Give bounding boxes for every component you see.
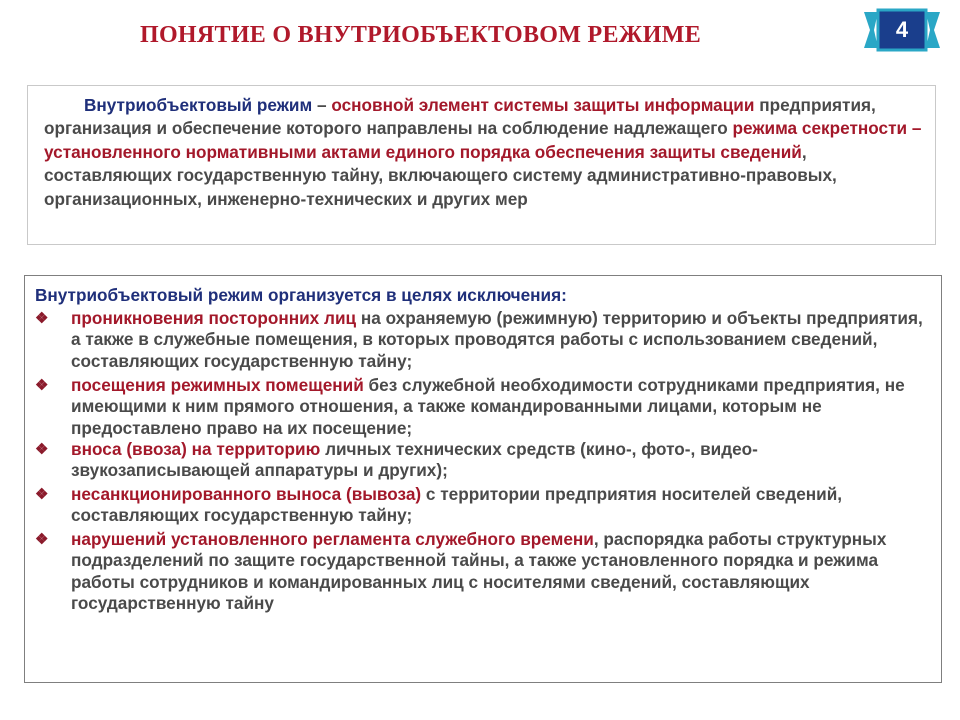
diamond-bullet-icon: ❖ [35, 486, 49, 503]
list-item-text: на охраняемую (режимную) территорию и объекты предприятия, а также в служебные помещения, в которых проводятся работы с использованием сведений, составляющих государственную тайну; [71, 308, 923, 371]
diamond-bullet-icon: ❖ [35, 377, 49, 394]
definition-body-2: , составляющих государственную тайну, включающего систему административно-правовых, организационных, инженерно-технических и других мер [44, 141, 837, 209]
definition-term: Внутриобъектовый режим [84, 95, 313, 115]
definition-highlight-2: режима секретности – установленного нормативными актами единого порядка обеспечения защиты сведений [44, 118, 922, 162]
list-item-text: с территории предприятия носителей сведений, составляющих государственную тайну; [71, 484, 843, 526]
page-title: ПОНЯТИЕ О ВНУТРИОБЪЕКТОВОМ РЕЖИМЕ [140, 22, 702, 48]
goals-box [24, 275, 942, 683]
slide-number: 4 [895, 17, 909, 42]
definition-body-1: предприятия, организация и обеспечение которого направлены на соблюдение надлежащего [44, 95, 876, 139]
slide-number-badge [862, 8, 942, 52]
list-item-text: , распорядка работы структурных подразделений по защите государственной тайны, а также установленного порядка и режима работы сотрудников и командированных лиц с носителями сведений, составляющих государственную тайну [71, 529, 887, 613]
goals-lead: Внутриобъектовый режим организуется в целях исключения: [35, 285, 567, 305]
diamond-bullet-icon: ❖ [35, 531, 49, 548]
definition-text [44, 94, 924, 211]
list-item-text: без служебной необходимости сотрудниками предприятия, не имеющими к ним прямого отношения, а также командированными лицами, которым не предоставлено право на их посещение; [71, 375, 905, 438]
definition-highlight-1: основной элемент системы защиты информации [331, 95, 755, 115]
definition-dash: – [312, 95, 332, 115]
diamond-bullet-icon: ❖ [35, 310, 49, 327]
list-item-highlight: вноса (ввоза) на территорию [71, 439, 321, 459]
list-item-highlight: несанкционированного выноса (вывоза) [71, 484, 422, 504]
diamond-bullet-icon: ❖ [35, 441, 49, 458]
list-item-highlight: проникновения посторонних лиц [71, 308, 357, 328]
list-item-text: личных технических средств (кино-, фото-, видео-звукозаписывающей аппаратуры и других); [71, 439, 758, 481]
definition-box [27, 85, 936, 245]
list-item-highlight: посещения режимных помещений [71, 375, 364, 395]
list-item-highlight: нарушений установленного регламента служебного времени [71, 529, 594, 549]
